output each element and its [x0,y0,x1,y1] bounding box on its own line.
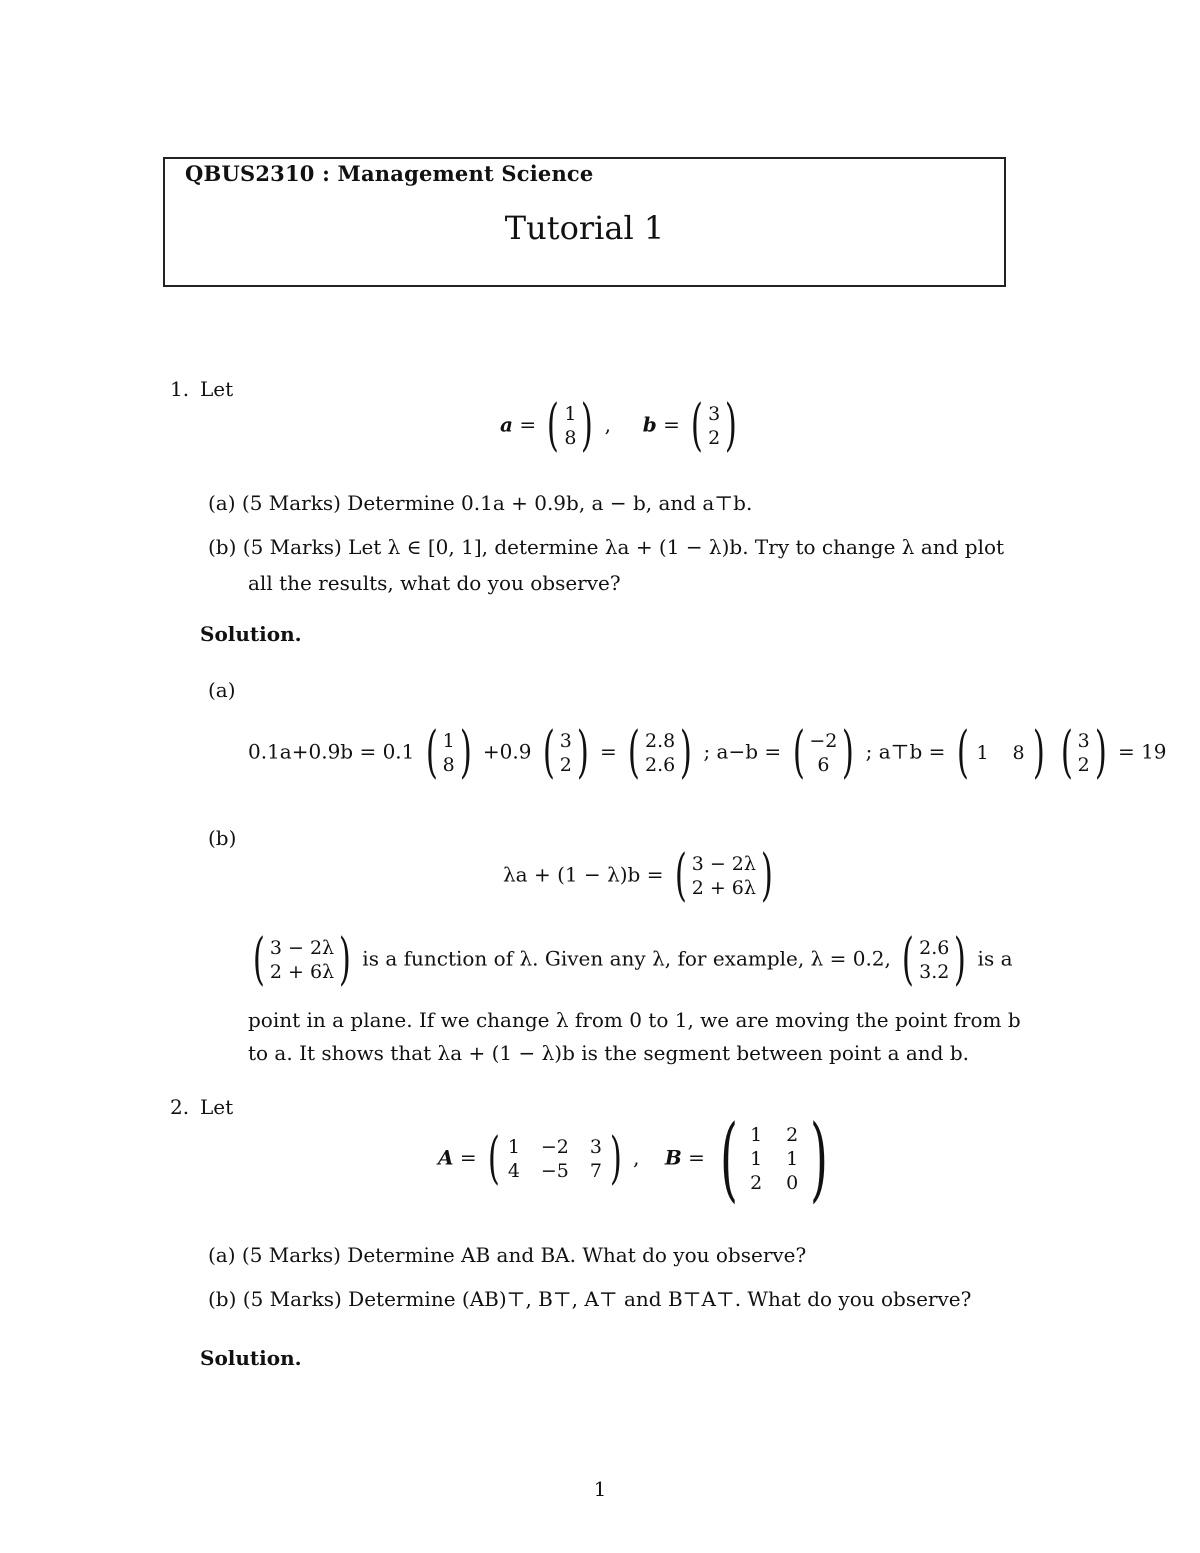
matrix-entry: 2.6 [645,754,676,776]
q1-let: Let [200,377,234,401]
matrix-entry: 3 − 2λ [691,853,756,875]
matrix-entry: 1 [564,403,577,425]
matrix-entry: 3 [559,730,572,752]
eq-plus: +0.9 [482,739,532,764]
text-function-of-lambda: is a function of λ. Given any λ, for example, λ = 0.2, [362,946,891,971]
q1-part-b-line1: (b) (5 Marks) Let λ ∈ [0, 1], determine λa + (1 − λ)b. Try to change λ and plot [208,535,1005,559]
matrix-entry: 3 − 2λ [269,937,335,959]
matrix-entry: 3.2 [919,961,950,983]
matrix-entry: 3 [1077,730,1090,752]
matrix-row [747,1123,801,1147]
matrix-entry: −5 [540,1160,569,1182]
matrix-row [747,1147,801,1171]
q1-part-a: (a) (5 Marks) Determine 0.1a + 0.9b, a − b, and a⊤b. [208,491,753,515]
matrix-entry: 1 [976,742,989,764]
eq-sep1: ; a−b = [703,739,782,764]
eq-vector-b2: ( 3 2 ) [1060,720,1107,785]
q2-number: 2. [170,1095,190,1119]
eq-vector-b: ( 3 2 ) [542,720,589,785]
matrix-row [505,1135,605,1159]
matrix-entry: −2 [809,730,838,752]
q2-let: Let [200,1095,234,1119]
text-vector: ( 3 − 2λ 2 + 6λ ) [252,927,352,992]
vector-b: ( 3 2 ) [691,393,738,458]
text-example-vector: ( 2.6 3.2 ) [902,927,967,992]
matrix-entry: 2 [786,1124,799,1146]
eq-vector-diff: ( −2 6 ) [792,720,855,785]
eq-vector-a: ( 1 8 ) [425,720,472,785]
vector-a: ( 1 8 ) [547,393,594,458]
eq-sep2: ; a⊤b = [865,739,946,764]
q1-solution-heading: Solution. [200,622,302,646]
q2-matrix-definitions: A = ( 1 −2 3 4 −5 7 ) , B = ( 1 2 1 1 2 0 ) [438,1113,837,1205]
page-number: 1 [593,1477,607,1501]
eq-equals: = [600,739,617,764]
eq-row-vector: ( 1 8 ) [956,720,1045,785]
matrix-B: ( 1 2 1 1 2 0 ) [720,1105,829,1212]
matrix-entry: 1 [750,1148,763,1170]
matrix-entry: −2 [540,1136,569,1158]
matrix-A-label: A [438,1145,454,1170]
q1-solution-a-label: (a) [208,678,236,702]
q2-solution-heading: Solution. [200,1346,302,1370]
matrix-entry: 2 [1077,754,1090,776]
matrix-row [505,1159,605,1183]
eq-result: = 19 [1117,739,1167,764]
eq-lhs: 0.1a+0.9b = 0.1 [248,739,415,764]
matrix-entry: 4 [507,1160,520,1182]
vector-a-label: a [500,412,513,437]
matrix-entry: 2 [559,754,572,776]
q1-solution-b-line3: point in a plane. If we change λ from 0 to 1, we are moving the point from b [248,1008,1021,1032]
matrix-entry: 1 [442,730,455,752]
matrix-entry: 7 [589,1160,602,1182]
q1-part-b-line2: all the results, what do you observe? [248,571,621,595]
matrix-entry: 1 [507,1136,520,1158]
q1-solution-b-equation [503,843,778,908]
matrix-entry: 8 [564,427,577,449]
q1-solution-a-equation [248,720,1167,785]
q1-solution-b-text [248,927,1013,992]
text-is-a: is a [977,946,1013,971]
course-title: QBUS2310 : Management Science [185,161,594,186]
q1-vector-definitions: a = ( 1 8 ) , b = ( 3 2 ) [500,398,742,454]
matrix-entry: 0 [786,1172,799,1194]
matrix-row [747,1171,801,1195]
eq-b-lhs: λa + (1 − λ)b = [503,862,664,887]
matrix-entry: 1 [750,1124,763,1146]
matrix-entry: 2 [750,1172,763,1194]
matrix-entry: 2 [708,427,721,449]
q2-part-b: (b) (5 Marks) Determine (AB)⊤, B⊤, A⊤ and B⊤A⊤. What do you observe? [208,1287,972,1311]
matrix-entry: 8 [1012,742,1025,764]
tutorial-title: Tutorial 1 [504,209,665,247]
matrix-entry: 1 [786,1148,799,1170]
matrix-A: ( 1 −2 3 4 −5 7 ) [487,1126,622,1191]
matrix-entry: 2 + 6λ [691,877,756,899]
matrix-entry: 6 [817,754,830,776]
eq-b-vector: ( 3 − 2λ 2 + 6λ ) [674,843,773,908]
q1-solution-b-line4: to a. It shows that λa + (1 − λ)b is the segment between point a and b. [248,1041,969,1065]
matrix-entry: 8 [442,754,455,776]
matrix-entry: 2.8 [645,730,676,752]
matrix-entry: 3 [708,403,721,425]
header-box [163,157,1006,287]
matrix-entry: 2.6 [919,937,950,959]
vector-b-label: b [642,412,657,437]
eq-vector-result: ( 2.8 2.6 ) [628,720,693,785]
matrix-B-label: B [664,1145,682,1170]
matrix-entry: 2 + 6λ [269,961,335,983]
q1-number: 1. [170,377,190,401]
q2-part-a: (a) (5 Marks) Determine AB and BA. What do you observe? [208,1243,807,1267]
q1-solution-b-label: (b) [208,826,237,850]
matrix-entry: 3 [589,1136,602,1158]
